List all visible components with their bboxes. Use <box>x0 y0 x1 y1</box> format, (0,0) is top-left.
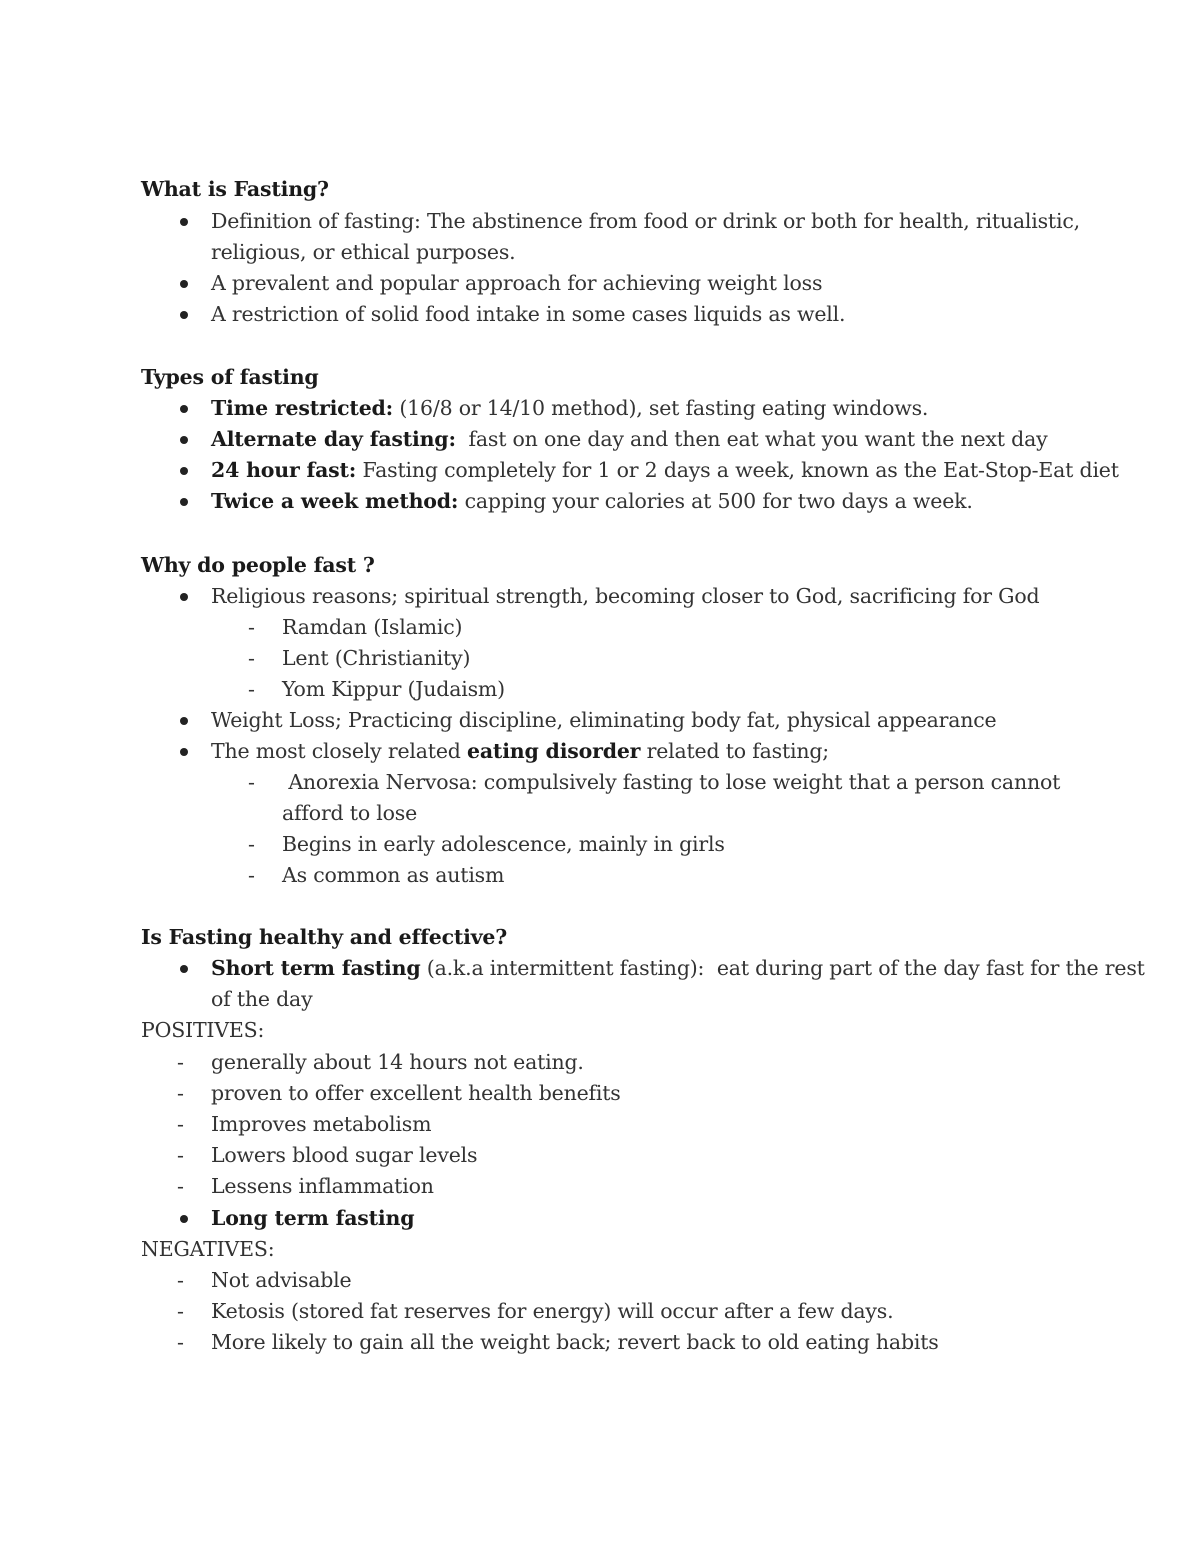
list-item-weight-loss: A prevalent and popular approach for achieving weight loss <box>211 271 823 295</box>
list-item-short-term <box>211 953 1145 984</box>
bullet-icon <box>180 467 188 475</box>
sub-item-anorexia-cont: afford to lose <box>282 801 418 825</box>
sub-item-autism: As common as autism <box>282 863 505 887</box>
term-long-term: Long term fasting <box>211 1206 415 1230</box>
list-item: Lessens inflammation <box>211 1174 434 1198</box>
bullet-icon <box>180 717 188 725</box>
list-item-eating-disorder <box>211 736 829 767</box>
bullet-icon <box>180 593 188 601</box>
bullet-icon <box>180 280 188 288</box>
list-item: More likely to gain all the weight back; revert back to old eating habits <box>211 1330 939 1354</box>
dash-marker: - <box>177 1330 184 1354</box>
dash-marker: - <box>177 1112 184 1136</box>
list-item-long-term <box>211 1203 414 1234</box>
list-item-twice-week <box>211 486 973 517</box>
list-item-definition-cont: religious, or ethical purposes. <box>211 240 516 264</box>
bullet-icon <box>180 748 188 756</box>
dash-marker: - <box>248 863 255 887</box>
dash-marker: - <box>248 770 255 794</box>
list-item-definition: Definition of fasting: The abstinence from food or drink or both for health, ritualistic, <box>211 209 1080 233</box>
list-item: Not advisable <box>211 1268 352 1292</box>
list-item-24-hour <box>211 455 1119 486</box>
list-item: Ketosis (stored fat reserves for energy) will occur after a few days. <box>211 1299 894 1323</box>
term-time-restricted: Time restricted: <box>211 396 394 420</box>
bullet-icon <box>180 1215 188 1223</box>
dash-marker: - <box>248 832 255 856</box>
dash-marker: - <box>177 1268 184 1292</box>
list-item-alternate-day <box>211 424 1047 455</box>
text-time-restricted: (16/8 or 14/10 method), set fasting eating windows. <box>393 396 929 420</box>
dash-marker: - <box>177 1143 184 1167</box>
heading-types-of-fasting: Types of fasting <box>141 365 319 389</box>
term-eating-disorder: eating disorder <box>467 739 641 763</box>
bullet-icon <box>180 498 188 506</box>
sub-item-yom-kippur: Yom Kippur (Judaism) <box>282 677 505 701</box>
sub-item-ramdan: Ramdan (Islamic) <box>282 615 463 639</box>
text-twice-week: capping your calories at 500 for two days a week. <box>458 489 973 513</box>
bullet-icon <box>180 405 188 413</box>
bullet-icon <box>180 311 188 319</box>
list-item: proven to offer excellent health benefits <box>211 1081 621 1105</box>
dash-marker: - <box>177 1050 184 1074</box>
dash-marker: - <box>248 615 255 639</box>
positives-label: POSITIVES: <box>141 1018 265 1042</box>
dash-marker: - <box>177 1299 184 1323</box>
heading-what-is-fasting: What is Fasting? <box>141 177 329 201</box>
list-item: generally about 14 hours not eating. <box>211 1050 584 1074</box>
list-item-short-term-cont: of the day <box>211 987 313 1011</box>
list-item-restriction: A restriction of solid food intake in some cases liquids as well. <box>211 302 846 326</box>
list-item-weight-loss-reason: Weight Loss; Practicing discipline, eliminating body fat, physical appearance <box>211 708 997 732</box>
bullet-icon <box>180 218 188 226</box>
bullet-icon <box>180 436 188 444</box>
text-alternate-day: fast on one day and then eat what you want the next day <box>455 427 1048 451</box>
term-24-hour: 24 hour fast: <box>211 458 357 482</box>
text-eating-disorder-pre: The most closely related <box>211 739 467 763</box>
negatives-label: NEGATIVES: <box>141 1237 275 1261</box>
list-item-religious: Religious reasons; spiritual strength, becoming closer to God, sacrificing for God <box>211 584 1040 608</box>
dash-marker: - <box>177 1081 184 1105</box>
text-24-hour: Fasting completely for 1 or 2 days a week, known as the Eat-Stop-Eat diet <box>356 458 1119 482</box>
heading-healthy-effective: Is Fasting healthy and effective? <box>141 925 508 949</box>
dash-marker: - <box>248 677 255 701</box>
term-alternate-day: Alternate day fasting: <box>211 427 456 451</box>
heading-why-fast: Why do people fast ? <box>141 553 375 577</box>
dash-marker: - <box>177 1174 184 1198</box>
text-short-term: (a.k.a intermittent fasting): eat during part of the day fast for the rest <box>420 956 1145 980</box>
sub-item-anorexia: Anorexia Nervosa: compulsively fasting to lose weight that a person cannot <box>282 770 1061 794</box>
list-item-time-restricted <box>211 393 928 424</box>
term-short-term: Short term fasting <box>211 956 421 980</box>
sub-item-lent: Lent (Christianity) <box>282 646 471 670</box>
list-item: Improves metabolism <box>211 1112 432 1136</box>
dash-marker: - <box>248 646 255 670</box>
sub-item-adolescence: Begins in early adolescence, mainly in girls <box>282 832 725 856</box>
bullet-icon <box>180 965 188 973</box>
text-eating-disorder-post: related to fasting; <box>640 739 829 763</box>
term-twice-week: Twice a week method: <box>211 489 459 513</box>
list-item: Lowers blood sugar levels <box>211 1143 478 1167</box>
